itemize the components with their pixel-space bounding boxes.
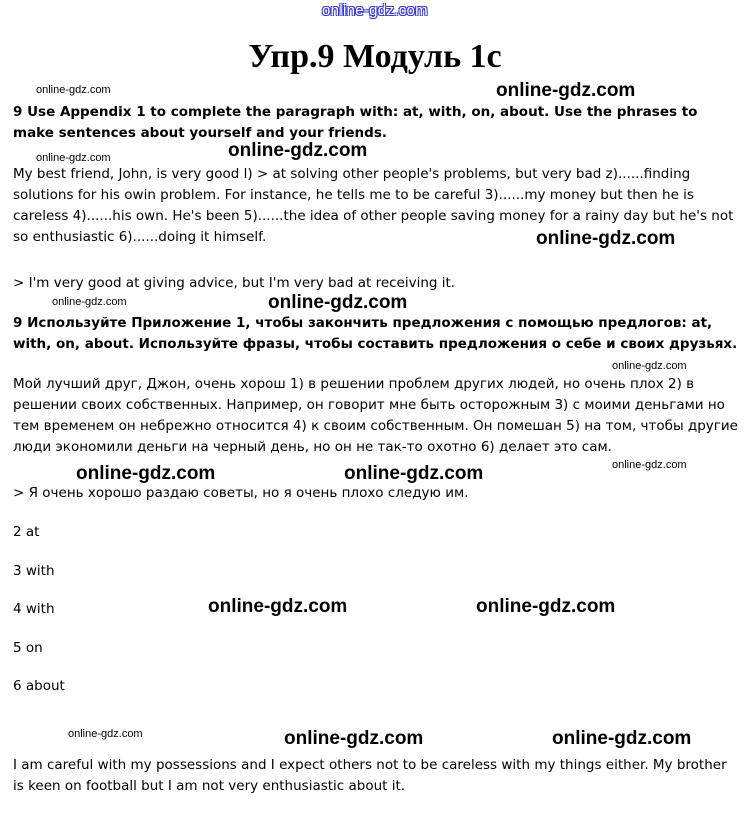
watermark-big: online-gdz.com [552,728,692,749]
top-watermark: online-gdz.com [322,2,428,19]
task-ru-example: > Я очень хорошо раздаю советы, но я очень плохо следую им. [13,485,469,501]
watermark-big: online-gdz.com [208,596,348,617]
watermark-big: online-gdz.com [476,596,616,617]
task-en-text: My best friend, John, is very good l) > at solving other people's problems, but very bad z)......finding solutions for his owin problem. For instance, he tells me to be careful 3)......my money but then he is careless 4)......his own. He's been 5)......the idea of other people saving money for a rainy day but he's not so enthusiastic 6)......doing it himself. [13,166,734,245]
answer-item: 4 with [13,601,55,617]
watermark-small: online-gdz.com [36,84,111,96]
answer-item: 2 at [13,524,40,540]
watermark-big: online-gdz.com [76,463,216,484]
watermark-small: online-gdz.com [612,360,687,372]
page-title: Упр.9 Модуль 1c [248,38,502,75]
watermark-big: online-gdz.com [496,80,636,101]
watermark-big: online-gdz.com [228,140,368,161]
task-ru-text: Мой лучший друг, Джон, очень хорош 1) в решении проблем других людей, но очень плох 2) в решении своих собственных. Например, он говорит мне быть осторожным 3) с моими деньгами но тем временем он небрежно относится 4) к своим собственным. Он помешан 5) на том, чтобы другие люди экономили деньги на черный день, но он не так-то охотно 6) делает это сам. [13,376,738,455]
watermark-small: online-gdz.com [612,459,687,471]
task-en-heading: 9 Use Appendix 1 to complete the paragraph with: at, with, on, about. Use the phrases to make sentences about yourself and your friends. [13,104,698,141]
answer-item: 3 with [13,563,55,579]
task-en-example: > I'm very good at giving advice, but I'm very bad at receiving it. [13,275,456,291]
watermark-big: online-gdz.com [268,292,408,313]
watermark-big: online-gdz.com [344,463,484,484]
watermark-small: online-gdz.com [52,296,127,308]
final-text: I am careful with my possessions and I expect others not to be careless with my things either. My brother is keen on football but I am not very enthusiastic about it. [13,757,727,794]
answer-item: 6 about [13,678,65,694]
task-ru-heading: 9 Используйте Приложение 1, чтобы закончить предложения с помощью предлогов: at, with, on, about. Используйте фразы, чтобы составить предложения о себе и своих друзьях. [13,315,738,352]
answer-item: 5 on [13,640,43,656]
watermark-small: online-gdz.com [36,152,111,164]
watermark-small: online-gdz.com [68,728,143,740]
watermark-big: online-gdz.com [284,728,424,749]
watermark-big: online-gdz.com [536,228,676,249]
